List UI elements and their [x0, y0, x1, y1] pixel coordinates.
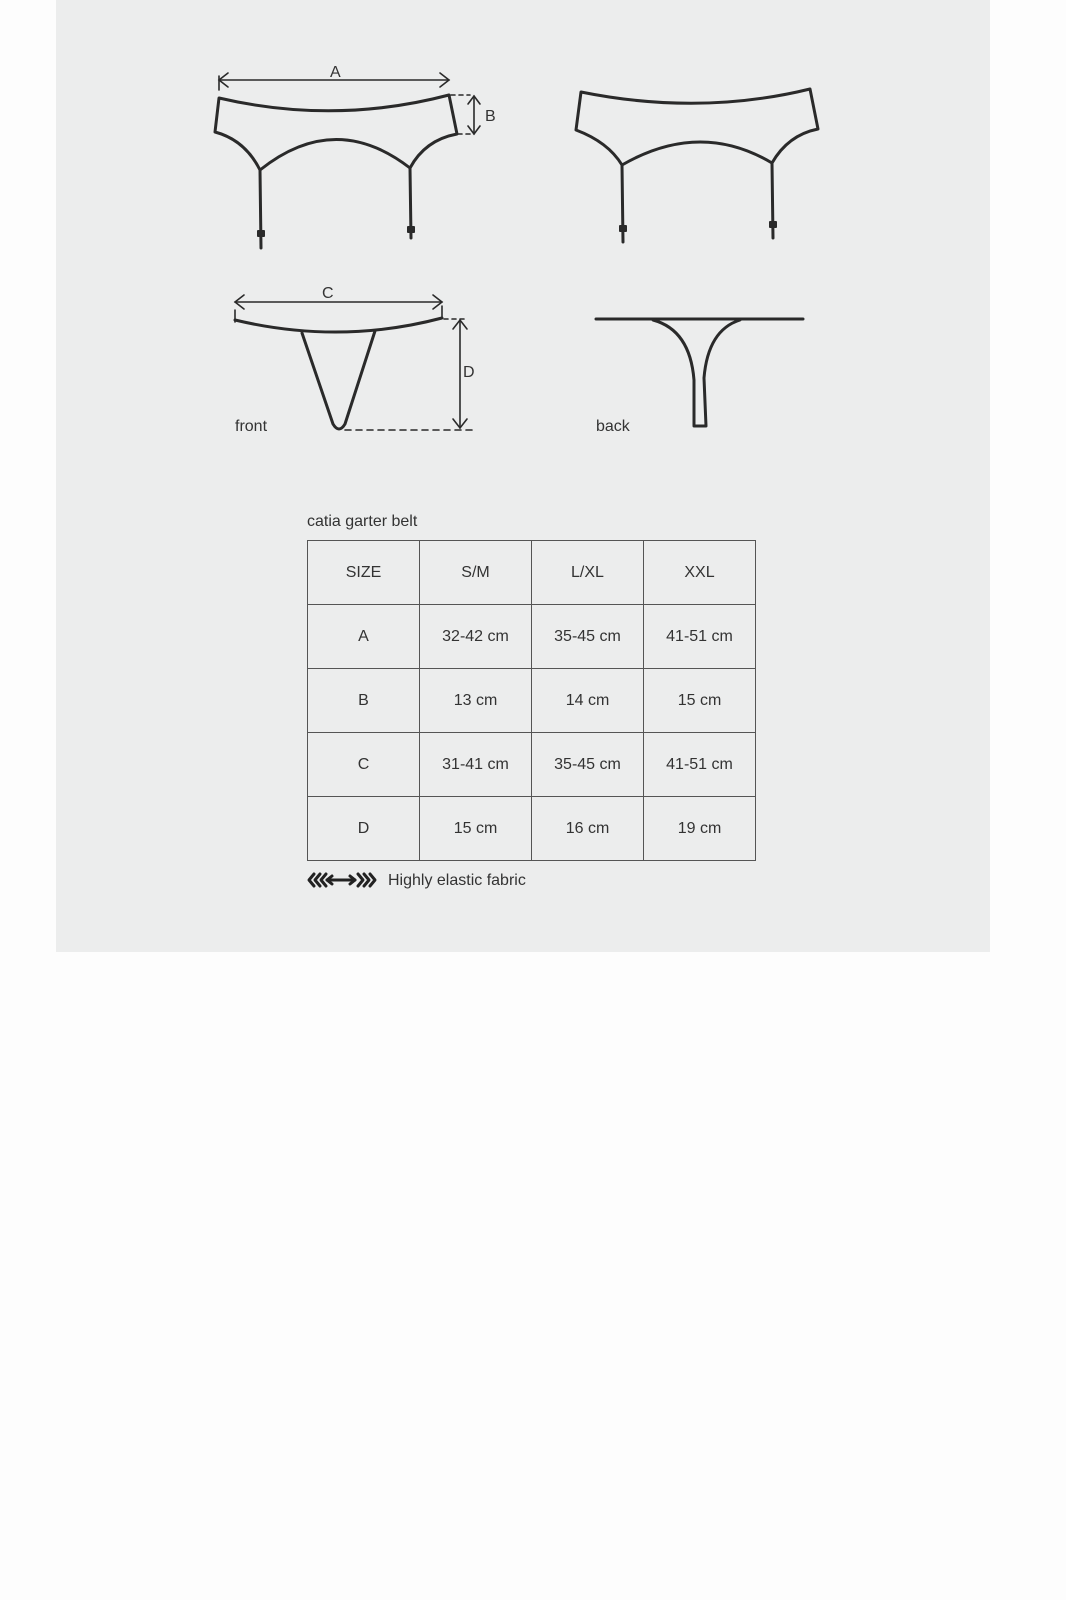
table-cell: 31-41 cm — [420, 733, 532, 797]
table-cell: C — [308, 733, 420, 797]
table-cell: B — [308, 669, 420, 733]
label-front: front — [235, 418, 268, 435]
thong-front-drawing — [235, 318, 442, 429]
table-cell: 15 cm — [420, 797, 532, 861]
table-cell: 32-42 cm — [420, 605, 532, 669]
label-c: C — [322, 285, 334, 302]
table-cell: 13 cm — [420, 669, 532, 733]
table-cell: 35-45 cm — [532, 733, 644, 797]
size-table — [307, 540, 756, 861]
header-cell: S/M — [420, 541, 532, 605]
table-cell: 35-45 cm — [532, 605, 644, 669]
table-cell: 16 cm — [532, 797, 644, 861]
table-cell: A — [308, 605, 420, 669]
garter-clips — [257, 221, 777, 237]
label-b: B — [485, 108, 496, 125]
table-cell: D — [308, 797, 420, 861]
garter-belt-back-drawing — [576, 89, 818, 242]
table-cell: 15 cm — [644, 669, 756, 733]
table-cell: 14 cm — [532, 669, 644, 733]
table-row — [308, 669, 756, 733]
thong-back-drawing — [596, 319, 803, 426]
table-cell: 41-51 cm — [644, 733, 756, 797]
table-header-row — [308, 541, 756, 605]
table-row — [308, 797, 756, 861]
table-cell: 41-51 cm — [644, 605, 756, 669]
table-row — [308, 605, 756, 669]
garter-belt-front-drawing — [215, 95, 457, 248]
label-a: A — [330, 64, 341, 81]
label-back: back — [596, 418, 630, 435]
table-cell: 19 cm — [644, 797, 756, 861]
measurement-arrows — [219, 73, 480, 430]
legend-text: Highly elastic fabric — [388, 872, 526, 889]
header-cell: XXL — [644, 541, 756, 605]
label-d: D — [463, 364, 475, 381]
header-cell: SIZE — [308, 541, 420, 605]
table-row — [308, 733, 756, 797]
table-title: catia garter belt — [307, 513, 418, 530]
elastic-arrows-icon — [307, 871, 377, 889]
header-cell: L/XL — [532, 541, 644, 605]
